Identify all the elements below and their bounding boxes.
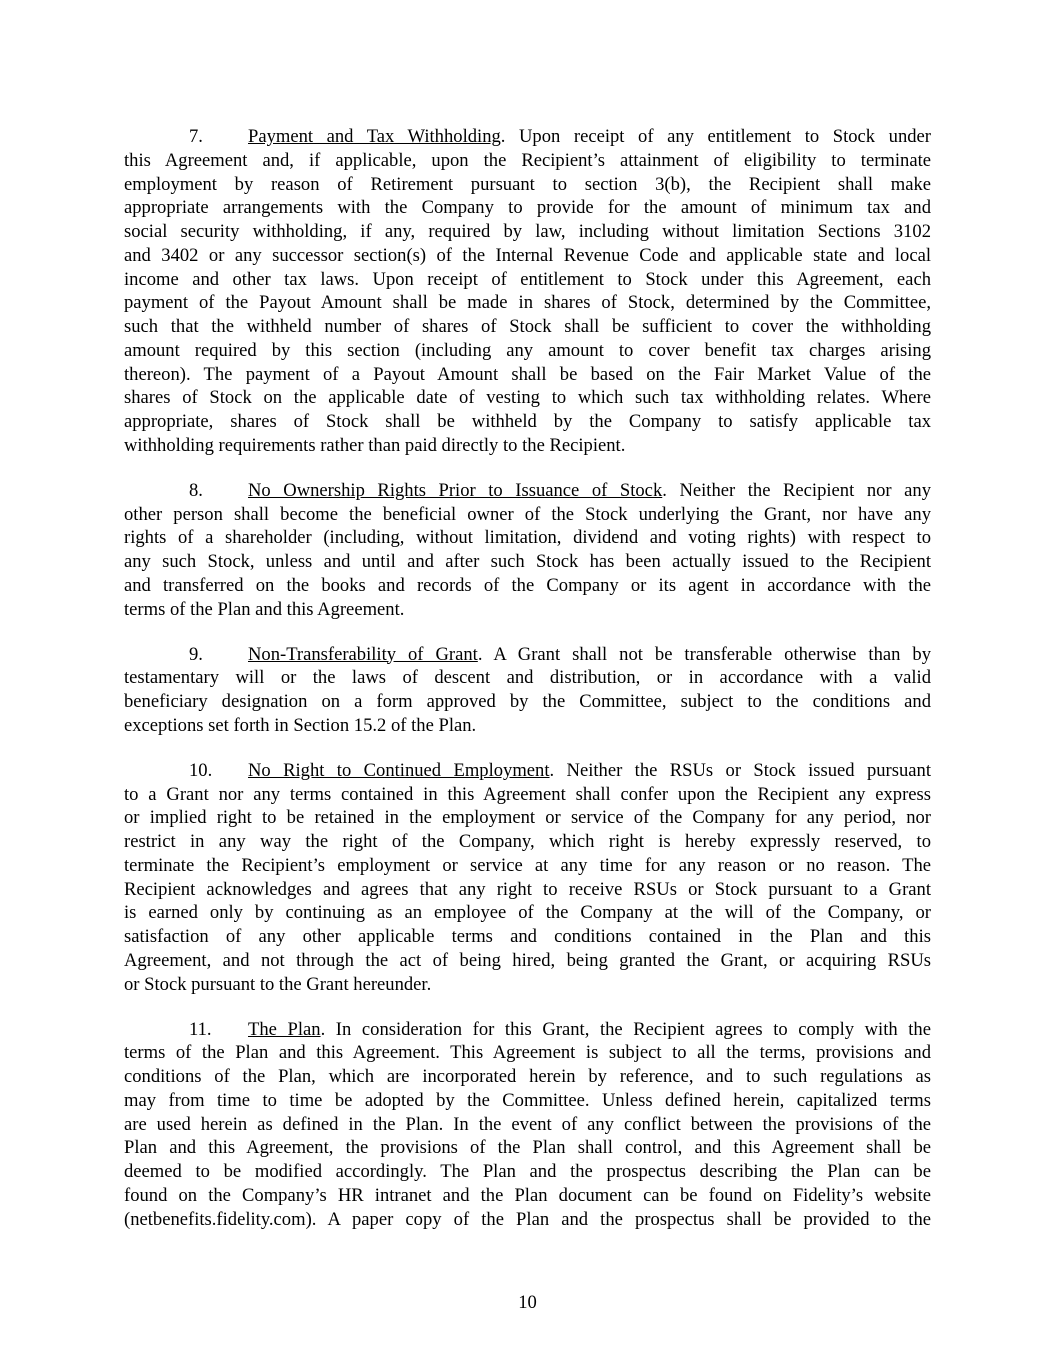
paragraph-line: to a Grant nor any terms contained in this Agreement shall confer upon the Recipient any express [124, 783, 931, 805]
section-paragraph [124, 643, 931, 738]
section-title: No Ownership Rights Prior to Issuance of Stock [248, 479, 663, 501]
paragraph-line: income and other tax laws. Upon receipt of entitlement to Stock under this Agreement, each [124, 268, 931, 290]
paragraph-line: and 3402 or any successor section(s) of the Internal Revenue Code and applicable state and local [124, 244, 931, 266]
paragraph-line: payment of the Payout Amount shall be made in shares of Stock, determined by the Committee, [124, 292, 931, 314]
paragraph-line: such that the withheld number of shares of Stock shall be sufficient to cover the withholding [124, 316, 931, 337]
paragraph-first-line [124, 759, 931, 783]
section-number: 11. [189, 1018, 212, 1040]
section-number: 9. [189, 643, 203, 665]
paragraph-line: terminate the Recipient’s employment or service at any time for any reason or no reason. The [124, 854, 931, 876]
paragraph-line: (netbenefits.fidelity.com). A paper copy of the Plan and the prospectus shall be provided to the [124, 1208, 931, 1230]
section-title: Payment and Tax Withholding [248, 126, 501, 147]
paragraph-line: beneficiary designation on a form approved by the Committee, subject to the conditions and [124, 691, 931, 712]
paragraph-line: satisfaction of any other applicable terms and conditions contained in the Plan and this [124, 926, 931, 947]
section-text: . Upon receipt of any entitlement to Stock under [500, 126, 931, 147]
section-title: No Right to Continued Employment [248, 759, 550, 781]
paragraph-line: employment by reason of Retirement pursuant to section 3(b), the Recipient shall make [124, 173, 931, 195]
section-text: . Neither the Recipient nor any [662, 479, 931, 501]
section-text: . Neither the RSUs or Stock issued pursuant [549, 759, 931, 781]
section-text: . In consideration for this Grant, the Recipient agrees to comply with the [320, 1018, 931, 1040]
paragraph-line: testamentary will or the laws of descent and distribution, or in accordance with a valid [124, 667, 931, 689]
document-body [124, 125, 931, 1253]
section-number: 8. [189, 479, 203, 501]
paragraph-first-line [124, 479, 931, 503]
paragraph-line: exceptions set forth in Section 15.2 of the Plan. [124, 714, 477, 736]
paragraph-line: conditions of the Plan, which are incorporated herein by reference, and to such regulations as [124, 1066, 931, 1087]
paragraph-line: shares of Stock on the applicable date of vesting to which such tax withholding relates. Where [124, 387, 931, 409]
paragraph-first-line [124, 125, 931, 149]
paragraph-line: social security withholding, if any, required by law, including without limitation Sections 3102 [124, 221, 931, 242]
paragraph-first-line [124, 1018, 931, 1042]
section-paragraph [124, 1018, 931, 1232]
paragraph-line: Agreement, and not through the act of being hired, being granted the Grant, or acquiring RSUs [124, 949, 931, 971]
paragraph-line: Plan and this Agreement, the provisions of the Plan shall control, and this Agreement shall be [124, 1137, 931, 1159]
paragraph-line: found on the Company’s HR intranet and the Plan document can be found on Fidelity’s website [124, 1184, 931, 1206]
paragraph-first-line [124, 643, 931, 667]
paragraph-line: rights of a shareholder (including, without limitation, dividend and voting rights) with respect to [124, 527, 931, 549]
section-text: . A Grant shall not be transferable otherwise than by [477, 643, 931, 665]
section-paragraph [124, 759, 931, 997]
paragraph-line: and transferred on the books and records of the Company or its agent in accordance with the [124, 574, 931, 596]
paragraph-line: this Agreement and, if applicable, upon the Recipient’s attainment of eligibility to terminate [124, 149, 931, 171]
paragraph-line: or implied right to be retained in the employment or service of the Company for any period, nor [124, 807, 931, 829]
paragraph-line: amount required by this section (including any amount to cover benefit tax charges arising [124, 339, 931, 361]
paragraph-line: appropriate arrangements with the Company to provide for the amount of minimum tax and [124, 197, 931, 219]
paragraph-line: other person shall become the beneficial owner of the Stock underlying the Grant, nor have any [124, 503, 931, 525]
paragraph-line: any such Stock, unless and until and after such Stock has been actually issued to the Recipient [124, 551, 931, 572]
section-title: Non-Transferability of Grant [248, 643, 478, 665]
paragraph-line: terms of the Plan and this Agreement. This Agreement is subject to all the terms, provisions and [124, 1042, 931, 1064]
section-paragraph [124, 125, 931, 458]
paragraph-line: may from time to time be adopted by the Committee. Unless defined herein, capitalized terms [124, 1089, 931, 1111]
paragraph-line: terms of the Plan and this Agreement. [124, 598, 405, 620]
page-number: 10 [518, 1292, 537, 1313]
paragraph-line: is earned only by continuing as an employee of the Company at the will of the Company, or [124, 902, 931, 924]
paragraph-line: or Stock pursuant to the Grant hereunder. [124, 973, 432, 995]
paragraph-line: withholding requirements rather than paid directly to the Recipient. [124, 434, 626, 456]
paragraph-line: deemed to be modified accordingly. The Plan and the prospectus describing the Plan can be [124, 1161, 931, 1182]
section-number: 10. [189, 759, 213, 781]
paragraph-line: restrict in any way the right of the Company, which right is hereby expressly reserved, to [124, 831, 931, 852]
section-paragraph [124, 479, 931, 622]
paragraph-line: are used herein as defined in the Plan. In the event of any conflict between the provisions of the [124, 1113, 931, 1135]
paragraph-line: Recipient acknowledges and agrees that any right to receive RSUs or Stock pursuant to a Grant [124, 878, 931, 900]
section-number: 7. [189, 126, 203, 147]
paragraph-line: thereon). The payment of a Payout Amount shall be based on the Fair Market Value of the [124, 363, 931, 385]
section-title: The Plan [248, 1018, 321, 1040]
paragraph-line: appropriate, shares of Stock shall be withheld by the Company to satisfy applicable tax [124, 411, 931, 432]
